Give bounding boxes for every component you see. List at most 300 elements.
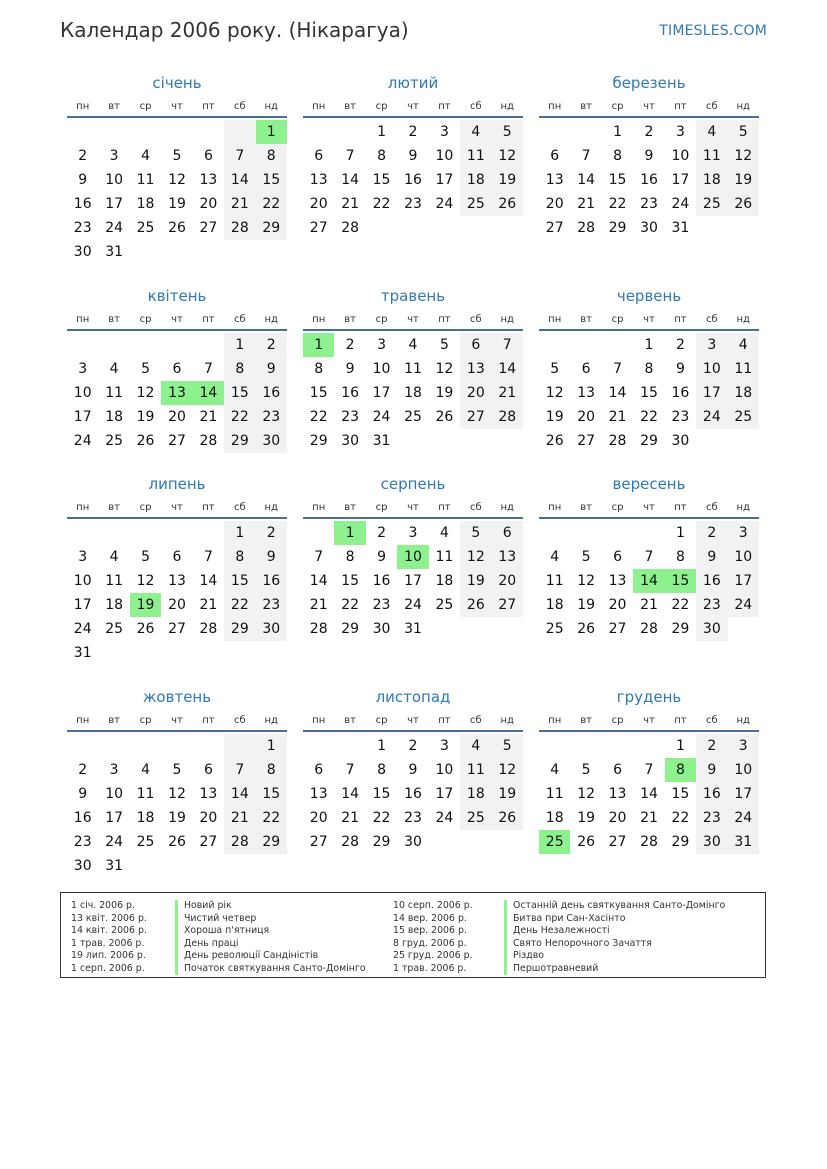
day-cell: 5 bbox=[439, 337, 449, 353]
day-cell: 30 bbox=[256, 429, 287, 453]
day-cell: 19 bbox=[460, 569, 491, 593]
empty-cell bbox=[539, 734, 570, 758]
holiday-legend bbox=[60, 892, 766, 978]
day-cell: 11 bbox=[105, 385, 124, 401]
day-cell: 15 bbox=[671, 786, 690, 802]
weekday-label: пт bbox=[202, 715, 215, 726]
day-grid bbox=[67, 120, 287, 264]
weekday-label: ср bbox=[611, 715, 624, 726]
day-cell: 18 bbox=[404, 385, 422, 401]
day-cell: 27 bbox=[577, 433, 596, 449]
day-cell: 26 bbox=[492, 192, 523, 216]
month-block bbox=[67, 474, 287, 665]
day-grid bbox=[539, 333, 759, 453]
empty-cell bbox=[67, 521, 98, 545]
day-cell: 19 bbox=[168, 196, 186, 212]
day-cell: 8 bbox=[644, 361, 654, 377]
weekday-label: пт bbox=[202, 101, 215, 112]
day-cell: 26 bbox=[460, 593, 491, 617]
day-cell: 22 bbox=[256, 192, 287, 216]
day-cell: 20 bbox=[199, 810, 218, 826]
empty-cell bbox=[193, 120, 224, 144]
day-cell: 8 bbox=[675, 549, 685, 565]
empty-cell bbox=[130, 333, 161, 357]
day-cell: 9 bbox=[78, 172, 88, 188]
day-cell: 19 bbox=[136, 409, 155, 425]
weekday-label: чт bbox=[171, 314, 183, 325]
month-name: серпень bbox=[380, 475, 446, 493]
day-cell: 2 bbox=[408, 738, 418, 754]
day-cell: 4 bbox=[696, 120, 727, 144]
day-cell: 22 bbox=[224, 405, 255, 429]
day-cell: 22 bbox=[640, 409, 658, 425]
day-cell: 28 bbox=[224, 216, 255, 240]
day-cell: 10 bbox=[696, 357, 727, 381]
day-cell: 10 bbox=[73, 573, 92, 589]
day-cell: 22 bbox=[671, 597, 690, 613]
day-cell: 30 bbox=[671, 433, 690, 449]
weekday-label: нд bbox=[264, 314, 278, 325]
day-cell: 1 bbox=[377, 738, 387, 754]
day-cell: 23 bbox=[404, 810, 422, 826]
weekday-label: чт bbox=[407, 101, 419, 112]
day-cell: 23 bbox=[256, 405, 287, 429]
weekday-label: нд bbox=[500, 715, 514, 726]
day-cell: 18 bbox=[460, 782, 491, 806]
day-cell: 3 bbox=[728, 521, 759, 545]
day-cell: 17 bbox=[728, 569, 759, 593]
day-cell: 7 bbox=[345, 148, 355, 164]
weekday-label: чт bbox=[643, 101, 655, 112]
day-cell: 22 bbox=[671, 810, 690, 826]
weekday-label: вт bbox=[580, 101, 592, 112]
day-cell: 7 bbox=[224, 144, 255, 168]
day-cell: 9 bbox=[644, 148, 654, 164]
weekday-label: чт bbox=[643, 715, 655, 726]
weekday-label: пт bbox=[202, 314, 215, 325]
weekday-label: сб bbox=[705, 715, 718, 726]
day-cell: 6 bbox=[172, 549, 182, 565]
day-cell: 17 bbox=[73, 409, 92, 425]
day-cell: 21 bbox=[199, 597, 218, 613]
day-cell: 28 bbox=[224, 830, 255, 854]
day-cell: 11 bbox=[728, 357, 759, 381]
day-cell: 8 bbox=[613, 148, 623, 164]
day-cell: 14 bbox=[640, 786, 658, 802]
empty-cell bbox=[130, 120, 161, 144]
empty-cell bbox=[161, 734, 192, 758]
weekday-label: пн bbox=[312, 715, 326, 726]
legend-date: 10 серп. 2006 р. bbox=[393, 900, 473, 911]
day-cell: 16 bbox=[256, 569, 287, 593]
day-cell: 21 bbox=[640, 810, 658, 826]
day-grid bbox=[539, 734, 759, 854]
day-cell: 8 bbox=[224, 545, 255, 569]
weekday-label: пт bbox=[438, 101, 451, 112]
day-cell: 4 bbox=[460, 734, 491, 758]
day-cell: 18 bbox=[136, 810, 155, 826]
holiday-day-cell: 13 bbox=[161, 381, 192, 405]
day-cell: 31 bbox=[728, 830, 759, 854]
day-cell: 14 bbox=[341, 172, 360, 188]
day-cell: 27 bbox=[168, 621, 186, 637]
day-cell: 13 bbox=[545, 172, 564, 188]
legend-date: 1 серп. 2006 р. bbox=[71, 962, 145, 974]
month-block bbox=[303, 73, 523, 240]
weekday-label: ср bbox=[611, 502, 624, 513]
month-name: березень bbox=[612, 74, 686, 92]
day-cell: 25 bbox=[435, 597, 454, 613]
day-cell: 27 bbox=[608, 834, 627, 850]
day-cell: 24 bbox=[105, 220, 124, 236]
day-cell: 6 bbox=[550, 148, 560, 164]
day-cell: 1 bbox=[377, 124, 387, 140]
day-cell: 1 bbox=[613, 124, 623, 140]
legend-holiday-name: Новий рік bbox=[175, 900, 366, 913]
empty-cell bbox=[633, 734, 664, 758]
day-cell: 15 bbox=[372, 786, 391, 802]
weekday-label: пт bbox=[674, 715, 687, 726]
day-cell: 30 bbox=[341, 433, 360, 449]
legend-date: 14 квіт. 2006 р. bbox=[71, 925, 147, 936]
weekday-label: сб bbox=[705, 502, 718, 513]
weekday-label: пт bbox=[438, 715, 451, 726]
weekday-label: чт bbox=[407, 314, 419, 325]
weekday-label: пт bbox=[202, 502, 215, 513]
weekday-label: пт bbox=[674, 101, 687, 112]
empty-cell bbox=[224, 120, 255, 144]
day-cell: 25 bbox=[136, 220, 155, 236]
legend-names-left bbox=[175, 900, 366, 975]
day-cell: 5 bbox=[172, 762, 182, 778]
legend-date: 25 груд. 2006 р. bbox=[393, 950, 473, 961]
day-cell: 24 bbox=[372, 409, 391, 425]
day-cell: 23 bbox=[341, 409, 360, 425]
day-cell: 21 bbox=[341, 196, 360, 212]
weekday-label: пн bbox=[76, 314, 90, 325]
day-cell: 18 bbox=[696, 168, 727, 192]
day-cell: 3 bbox=[439, 738, 449, 754]
day-cell: 29 bbox=[671, 834, 690, 850]
day-cell: 15 bbox=[256, 782, 287, 806]
day-cell: 16 bbox=[671, 385, 690, 401]
weekday-label: чт bbox=[643, 314, 655, 325]
day-cell: 22 bbox=[372, 810, 391, 826]
day-cell: 2 bbox=[696, 734, 727, 758]
empty-cell bbox=[570, 734, 601, 758]
weekday-label: нд bbox=[736, 314, 750, 325]
weekday-label: вт bbox=[108, 502, 120, 513]
weekday-label: ср bbox=[375, 502, 388, 513]
weekday-label: вт bbox=[580, 502, 592, 513]
day-cell: 21 bbox=[341, 810, 360, 826]
weekday-label: вт bbox=[344, 715, 356, 726]
day-cell: 28 bbox=[341, 220, 360, 236]
day-cell: 21 bbox=[640, 597, 658, 613]
day-cell: 11 bbox=[460, 144, 491, 168]
weekday-label: вт bbox=[108, 715, 120, 726]
holiday-day-cell: 14 bbox=[193, 381, 224, 405]
weekday-label: сб bbox=[233, 314, 246, 325]
day-cell: 5 bbox=[141, 361, 151, 377]
day-cell: 29 bbox=[671, 621, 690, 637]
month-name: липень bbox=[148, 475, 206, 493]
weekday-label: ср bbox=[611, 101, 624, 112]
weekday-label: ср bbox=[611, 314, 624, 325]
month-block bbox=[303, 687, 523, 854]
empty-cell bbox=[334, 734, 365, 758]
weekday-label: вт bbox=[344, 502, 356, 513]
day-grid bbox=[67, 734, 287, 878]
day-cell: 7 bbox=[644, 549, 654, 565]
day-cell: 26 bbox=[492, 806, 523, 830]
weekday-label: вт bbox=[108, 101, 120, 112]
day-cell: 29 bbox=[372, 834, 391, 850]
day-cell: 23 bbox=[73, 220, 92, 236]
day-cell: 4 bbox=[728, 333, 759, 357]
weekday-label: ср bbox=[375, 715, 388, 726]
day-cell: 8 bbox=[314, 361, 324, 377]
day-cell: 2 bbox=[377, 525, 387, 541]
day-grid bbox=[539, 120, 759, 240]
day-cell: 18 bbox=[435, 573, 454, 589]
weekday-label: ср bbox=[139, 101, 152, 112]
weekday-label: пн bbox=[76, 502, 90, 513]
empty-cell bbox=[633, 521, 664, 545]
day-cell: 27 bbox=[199, 834, 218, 850]
weekday-label: вт bbox=[344, 314, 356, 325]
weekday-label: пн bbox=[548, 314, 562, 325]
legend-date: 19 лип. 2006 р. bbox=[71, 950, 146, 961]
day-cell: 7 bbox=[203, 361, 213, 377]
day-cell: 13 bbox=[608, 573, 627, 589]
day-cell: 15 bbox=[309, 385, 328, 401]
day-cell: 26 bbox=[728, 192, 759, 216]
weekday-label: нд bbox=[264, 715, 278, 726]
day-cell: 4 bbox=[109, 549, 119, 565]
day-cell: 7 bbox=[613, 361, 623, 377]
day-cell: 19 bbox=[492, 782, 523, 806]
day-cell: 26 bbox=[136, 433, 155, 449]
day-cell: 9 bbox=[408, 148, 418, 164]
day-cell: 21 bbox=[309, 597, 328, 613]
empty-cell bbox=[130, 521, 161, 545]
day-cell: 4 bbox=[550, 549, 560, 565]
day-cell: 30 bbox=[640, 220, 658, 236]
empty-cell bbox=[334, 120, 365, 144]
day-cell: 23 bbox=[696, 593, 727, 617]
day-cell: 16 bbox=[640, 172, 658, 188]
day-cell: 18 bbox=[545, 810, 564, 826]
day-cell: 2 bbox=[696, 521, 727, 545]
page-title: Календар 2006 року. (Нікарагуа) bbox=[60, 18, 409, 42]
day-cell: 8 bbox=[256, 144, 287, 168]
day-cell: 13 bbox=[460, 357, 491, 381]
weekday-label: чт bbox=[407, 715, 419, 726]
month-block bbox=[67, 73, 287, 264]
weekday-label: нд bbox=[500, 502, 514, 513]
legend-names-right bbox=[504, 900, 725, 975]
day-cell: 16 bbox=[73, 196, 92, 212]
day-cell: 9 bbox=[256, 357, 287, 381]
empty-cell bbox=[570, 521, 601, 545]
day-cell: 21 bbox=[608, 409, 627, 425]
weekday-header bbox=[303, 100, 523, 118]
day-cell: 2 bbox=[644, 124, 654, 140]
day-cell: 14 bbox=[577, 172, 596, 188]
weekday-label: ср bbox=[139, 715, 152, 726]
day-cell: 22 bbox=[256, 806, 287, 830]
day-cell: 20 bbox=[309, 196, 328, 212]
day-cell: 16 bbox=[696, 782, 727, 806]
weekday-header bbox=[303, 313, 523, 331]
day-cell: 19 bbox=[168, 810, 186, 826]
day-cell: 25 bbox=[136, 834, 155, 850]
day-cell: 8 bbox=[377, 762, 387, 778]
day-cell: 24 bbox=[435, 810, 454, 826]
day-cell: 7 bbox=[203, 549, 213, 565]
day-cell: 11 bbox=[136, 786, 155, 802]
day-cell: 15 bbox=[608, 172, 627, 188]
day-cell: 20 bbox=[199, 196, 218, 212]
day-cell: 28 bbox=[640, 834, 658, 850]
day-cell: 31 bbox=[73, 645, 92, 661]
weekday-label: пн bbox=[548, 715, 562, 726]
day-cell: 7 bbox=[345, 762, 355, 778]
day-cell: 3 bbox=[78, 549, 88, 565]
day-cell: 16 bbox=[341, 385, 360, 401]
day-cell: 27 bbox=[199, 220, 218, 236]
day-cell: 11 bbox=[545, 786, 564, 802]
empty-cell bbox=[602, 734, 633, 758]
day-cell: 7 bbox=[644, 762, 654, 778]
day-cell: 6 bbox=[203, 762, 213, 778]
day-cell: 18 bbox=[545, 597, 564, 613]
day-cell: 2 bbox=[78, 148, 88, 164]
day-cell: 20 bbox=[168, 597, 186, 613]
weekday-label: чт bbox=[643, 502, 655, 513]
day-cell: 5 bbox=[460, 521, 491, 545]
day-cell: 19 bbox=[728, 168, 759, 192]
day-cell: 30 bbox=[73, 244, 92, 260]
day-cell: 12 bbox=[435, 361, 454, 377]
empty-cell bbox=[303, 521, 334, 545]
day-cell: 2 bbox=[256, 521, 287, 545]
day-cell: 28 bbox=[199, 433, 218, 449]
legend-holiday-name: Хороша п'ятниця bbox=[175, 925, 366, 938]
weekday-label: пн bbox=[76, 715, 90, 726]
empty-cell bbox=[193, 734, 224, 758]
day-cell: 3 bbox=[377, 337, 387, 353]
holiday-day-cell: 19 bbox=[130, 593, 161, 617]
day-cell: 23 bbox=[671, 409, 690, 425]
day-cell: 11 bbox=[460, 758, 491, 782]
weekday-label: сб bbox=[705, 314, 718, 325]
empty-cell bbox=[570, 120, 601, 144]
day-cell: 13 bbox=[577, 385, 596, 401]
day-cell: 12 bbox=[136, 573, 155, 589]
day-cell: 30 bbox=[696, 830, 727, 854]
day-cell: 2 bbox=[408, 124, 418, 140]
day-cell: 31 bbox=[404, 621, 422, 637]
day-cell: 20 bbox=[608, 597, 627, 613]
day-cell: 16 bbox=[256, 381, 287, 405]
day-cell: 15 bbox=[224, 381, 255, 405]
empty-cell bbox=[130, 734, 161, 758]
holiday-day-cell: 1 bbox=[303, 333, 334, 357]
day-cell: 25 bbox=[696, 192, 727, 216]
month-block bbox=[303, 474, 523, 641]
day-cell: 1 bbox=[675, 738, 685, 754]
day-cell: 20 bbox=[608, 810, 627, 826]
day-cell: 6 bbox=[613, 549, 623, 565]
weekday-label: чт bbox=[171, 502, 183, 513]
holiday-day-cell: 25 bbox=[539, 830, 570, 854]
weekday-label: вт bbox=[580, 314, 592, 325]
day-cell: 29 bbox=[341, 621, 360, 637]
day-cell: 6 bbox=[314, 762, 324, 778]
holiday-day-cell: 15 bbox=[665, 569, 696, 593]
legend-date: 1 трав. 2006 р. bbox=[393, 962, 467, 974]
day-cell: 30 bbox=[404, 834, 422, 850]
day-cell: 7 bbox=[492, 333, 523, 357]
day-cell: 18 bbox=[460, 168, 491, 192]
day-cell: 5 bbox=[728, 120, 759, 144]
weekday-label: ср bbox=[139, 314, 152, 325]
empty-cell bbox=[161, 521, 192, 545]
day-cell: 19 bbox=[492, 168, 523, 192]
day-cell: 12 bbox=[577, 786, 596, 802]
empty-cell bbox=[98, 734, 129, 758]
legend-holiday-name: День праці bbox=[175, 938, 366, 951]
month-name: вересень bbox=[612, 475, 686, 493]
day-cell: 15 bbox=[256, 168, 287, 192]
empty-cell bbox=[224, 734, 255, 758]
holiday-day-cell: 10 bbox=[397, 545, 428, 569]
day-cell: 22 bbox=[372, 196, 391, 212]
day-cell: 12 bbox=[577, 573, 596, 589]
day-cell: 24 bbox=[73, 621, 92, 637]
day-cell: 1 bbox=[675, 525, 685, 541]
day-cell: 12 bbox=[492, 758, 523, 782]
legend-holiday-name: Свято Непорочного Зачаття bbox=[504, 938, 725, 951]
month-name: лютий bbox=[387, 74, 439, 92]
weekday-label: ср bbox=[375, 314, 388, 325]
day-cell: 3 bbox=[78, 361, 88, 377]
day-cell: 5 bbox=[492, 734, 523, 758]
month-block bbox=[539, 73, 759, 240]
legend-date: 14 вер. 2006 р. bbox=[393, 912, 467, 924]
weekday-label: сб bbox=[233, 715, 246, 726]
empty-cell bbox=[539, 521, 570, 545]
site-link[interactable]: TIMESLES.COM bbox=[659, 23, 767, 39]
day-cell: 6 bbox=[613, 762, 623, 778]
day-cell: 13 bbox=[199, 172, 218, 188]
day-cell: 17 bbox=[73, 597, 92, 613]
day-cell: 7 bbox=[224, 758, 255, 782]
day-cell: 14 bbox=[608, 385, 627, 401]
month-block bbox=[539, 474, 759, 641]
day-cell: 17 bbox=[372, 385, 391, 401]
day-cell: 30 bbox=[73, 858, 92, 874]
day-cell: 30 bbox=[372, 621, 391, 637]
day-cell: 26 bbox=[136, 621, 155, 637]
day-cell: 11 bbox=[105, 573, 124, 589]
day-cell: 5 bbox=[172, 148, 182, 164]
month-name: травень bbox=[380, 287, 446, 305]
day-cell: 21 bbox=[224, 192, 255, 216]
weekday-label: ср bbox=[139, 502, 152, 513]
